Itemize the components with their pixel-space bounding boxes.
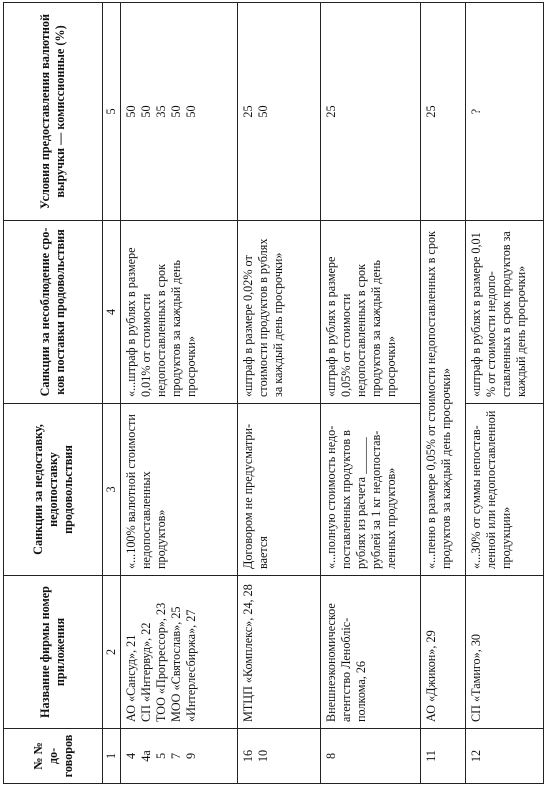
merged-sanction: «...пеню в размере 0,05% от стоимости недопоставленных в срок продуктов за каждый день просрочки»	[421, 221, 466, 576]
delay-sanction: «...штраф в рублях в размере 0,01% от стоимости недопоставленных в срок продуктов за каждый день просрочки»	[121, 221, 238, 404]
commission-value: 50	[139, 105, 153, 118]
contract-numbers-cell	[121, 729, 238, 784]
contract-number: 12	[466, 729, 544, 784]
contract-number: 8	[321, 729, 421, 784]
firm-name: ТОО «Прогрессор», 23	[154, 602, 168, 722]
table-row	[238, 3, 321, 784]
commission-value: 25	[321, 3, 421, 221]
table-row	[321, 3, 421, 784]
contract-number: 5	[154, 752, 168, 760]
nondelivery-sanction: «...30% от суммы непоставленной или недопоставленной продукции»	[466, 404, 544, 576]
firm-name: АО «Сансуд», 21	[124, 634, 138, 722]
firm-name: МОО «Святослав», 25	[169, 606, 183, 722]
delay-sanction: «штраф в рублях в размере 0,01 % от стоимости недопоставленных в срок продуктов за каждый день просрочки»	[466, 221, 544, 404]
column-number: 1	[103, 729, 121, 784]
commission-value: ?	[466, 3, 544, 221]
contract-number: 7	[169, 752, 183, 760]
contract-number: 16	[241, 749, 255, 763]
table-row	[121, 3, 238, 784]
commission-value: 50	[184, 105, 198, 118]
column-number-row	[103, 3, 121, 784]
firm-name: СП «Тамиго», 30	[466, 576, 544, 729]
header-delay-sanctions: Санкции за несоблюдение сроков поставки продовольствия	[4, 221, 103, 404]
delay-sanction: «штраф в рублях в размере 0,05% от стоимости недопоставленных в срок продуктов за каждый день просрочки»	[321, 221, 421, 404]
nondelivery-sanction: «...100% валютной стоимости недопоставленных продуктов»	[121, 404, 238, 576]
column-number: 3	[103, 404, 121, 576]
firm-name: МТЦП «Комплекс», 24, 28	[238, 576, 321, 729]
nondelivery-sanction: Договором не предусматривается	[238, 404, 321, 576]
firm-name: СП «Интервуд», 22	[139, 622, 153, 722]
column-number: 2	[103, 576, 121, 729]
commission-value: 50	[256, 105, 270, 118]
header-commission: Условия предоставления валютной выручки — комиссионные (%)	[4, 3, 103, 221]
contract-number: 4а	[139, 750, 153, 762]
contract-numbers-cell	[238, 729, 321, 784]
commission-value: 35	[154, 105, 168, 118]
header-contract-numbers: № № договоров	[4, 729, 103, 784]
column-number: 5	[103, 3, 121, 221]
commission-value: 25	[241, 105, 255, 118]
contracts-table	[3, 2, 544, 784]
commission-value: 25	[421, 3, 466, 221]
firm-name: Внешнеэкономическое агентство Леноблісполкома, 26	[321, 576, 421, 729]
delay-sanction: «штраф в размере 0,02% от стоимости продуктов в рублях за каждый день просрочки»	[238, 221, 321, 404]
nondelivery-sanction: «...полную стоимость недопоставленных продуктов в рублях из расчета ______ рублей за 1 кг недопоставленных продуктов»	[321, 404, 421, 576]
commission-value: 50	[169, 105, 183, 118]
contract-number: 11	[421, 729, 466, 784]
commission-value: 50	[124, 105, 138, 118]
commission-cell	[238, 3, 321, 221]
header-firm-name: Название фирмы номер приложения	[4, 576, 103, 729]
column-number: 4	[103, 221, 121, 404]
contract-number: 4	[124, 752, 138, 760]
contract-number: 9	[184, 752, 198, 760]
firm-name: «Интерлесбиржа», 27	[184, 609, 198, 722]
header-row	[4, 3, 103, 784]
firm-names-cell	[121, 576, 238, 729]
firm-name: АО «Джикон», 29	[421, 576, 466, 729]
table-row	[421, 3, 466, 784]
contract-number: 10	[256, 749, 270, 763]
commission-cell	[121, 3, 238, 221]
header-nondelivery-sanctions: Санкции за недоставку, недопоставку продовольствия	[4, 404, 103, 576]
table-row	[466, 3, 544, 784]
